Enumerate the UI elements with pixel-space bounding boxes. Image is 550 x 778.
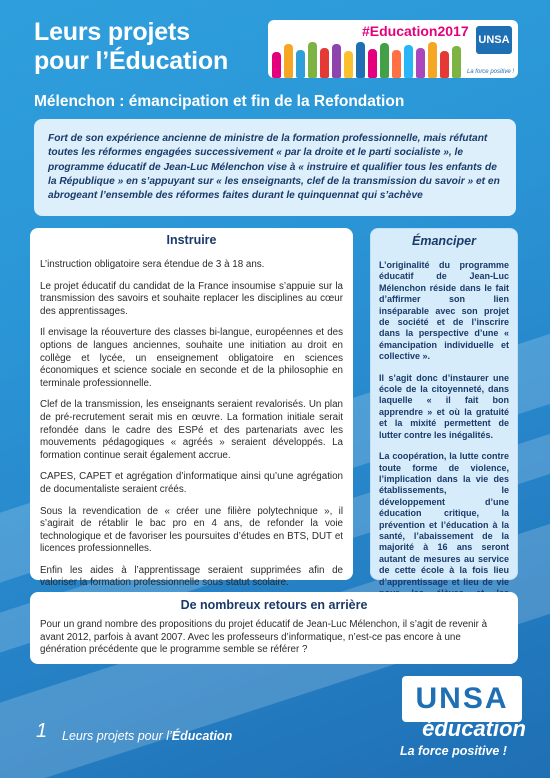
instruire-paragraph: Sous la revendication de « créer une filière polytechnique », il s’agirait de rétablir le bac pro en 4 ans, de refonder la voie technologique et de favoriser les poursuites d’études en BTS, DUT et licences professionnelles.	[40, 505, 343, 555]
unsa-logo-text: UNSA	[402, 676, 522, 722]
instruire-paragraph: Clef de la transmission, les enseignants seraient revalorisés. Un plan de pré-recrutement serait mis en œuvre. La formation initiale serait refondée dans le cadre des ESPé et des partenariats avec les mouvements pédagogiques « agréés » seraient développés. La formation continue serait également accrue.	[40, 399, 343, 461]
logo-slogan: La force positive !	[400, 744, 507, 758]
instruire-paragraph: Il envisage la réouverture des classes bi-langue, européennes et des options de langues anciennes, souhaite une initiation au droit en collège et lycée, un enseignement obligatoire en sciences économiques et science sociale en seconde et de la philosophie en terminale professionnelle.	[40, 327, 343, 389]
page-title	[34, 18, 228, 76]
instruire-heading: Instruire	[166, 233, 217, 247]
instruire-paragraph: CAPES, CAPET et agrégation d’informatique ainsi qu’une agrégation de documentaliste seraient créés.	[40, 471, 343, 495]
running-title: Leurs projets pour l’Éducation	[62, 729, 233, 743]
unsa-mini-logo: UNSA	[476, 26, 512, 54]
subtitle: Mélenchon : émancipation et fin de la Refondation	[34, 93, 405, 110]
hashtag-banner	[268, 20, 518, 78]
retours-text: Pour un grand nombre des propositions du projet éducatif de Jean-Luc Mélenchon, il s’agit de revenir à avant 2012, parfois à avant 2007. Avec les professeurs d’informatique, n’est-ce pas encore à une génération précédente que le programme semble se référer ?	[40, 619, 488, 656]
instruire-paragraph: Le projet éducatif du candidat de la France insoumise s’appuie sur la transmission des savoirs et souhaite replacer les disciplines au cœur des apprentissages.	[40, 280, 343, 317]
instruire-card	[30, 228, 353, 589]
page-number: 1	[36, 720, 48, 742]
emanciper-card	[370, 228, 518, 587]
raised-hands-illustration	[270, 38, 470, 78]
unsa-education-logo	[398, 672, 528, 760]
title-line-2: pour l’Éducation	[34, 47, 229, 75]
title-line-1: Leurs projets	[34, 18, 190, 46]
instruire-paragraph: Enfin les aides à l’apprentissage seraient supprimées afin de valoriser la formation professionnelle sous statut scolaire.	[40, 564, 343, 589]
logo-education: éducation	[422, 716, 526, 741]
mini-slogan: La force positive !	[466, 69, 514, 75]
retours-card	[30, 592, 518, 664]
emanciper-paragraph: Il s’agit donc d’instaurer une école de la citoyenneté, dans laquelle « il fait bon apprendre » et où la gratuité et la mixité permettent de lutter contre les inégalités.	[379, 372, 509, 440]
running-title-bold: Éducation	[171, 729, 233, 743]
emanciper-heading: Émanciper	[412, 234, 476, 248]
hashtag: #Education2017	[362, 23, 469, 39]
emanciper-paragraph: L’originalité du programme éducatif de Jean-Luc Mélenchon réside dans le fait d’affirmer son lien inséparable avec son projet de société et de l’inscrire dans la perspective d’une « émancipation individuelle et collective ».	[379, 260, 509, 362]
intro-box: Fort de son expérience ancienne de ministre de la formation professionnelle, mais réfutant toutes les réformes engagées successivement « par la droite et le parti socialiste », le programme éducatif de Jean-Luc Mélenchon vise à « instruire et qualifier tous les enfants de la République » en s’appuyant sur « les enseignants, clef de la transmission du savoir » et en abrogeant l’ensemble des réformes faites durant le quinquennat qui s’achève	[34, 119, 516, 216]
instruire-paragraph: L’instruction obligatoire sera étendue de 3 à 18 ans.	[40, 259, 265, 270]
retours-heading: De nombreux retours en arrière	[180, 598, 368, 612]
emanciper-paragraph: La coopération, la lutte contre toute forme de violence, l’implication dans la vie des établissements, le développement d’une éducation critique, la prévention et l’éducation à la santé, l’abaissement de la majorité à 16 ans seront autant de mesures au service de cette école à la fois lieu d’apprentissage et lieu de vie	[379, 451, 509, 587]
